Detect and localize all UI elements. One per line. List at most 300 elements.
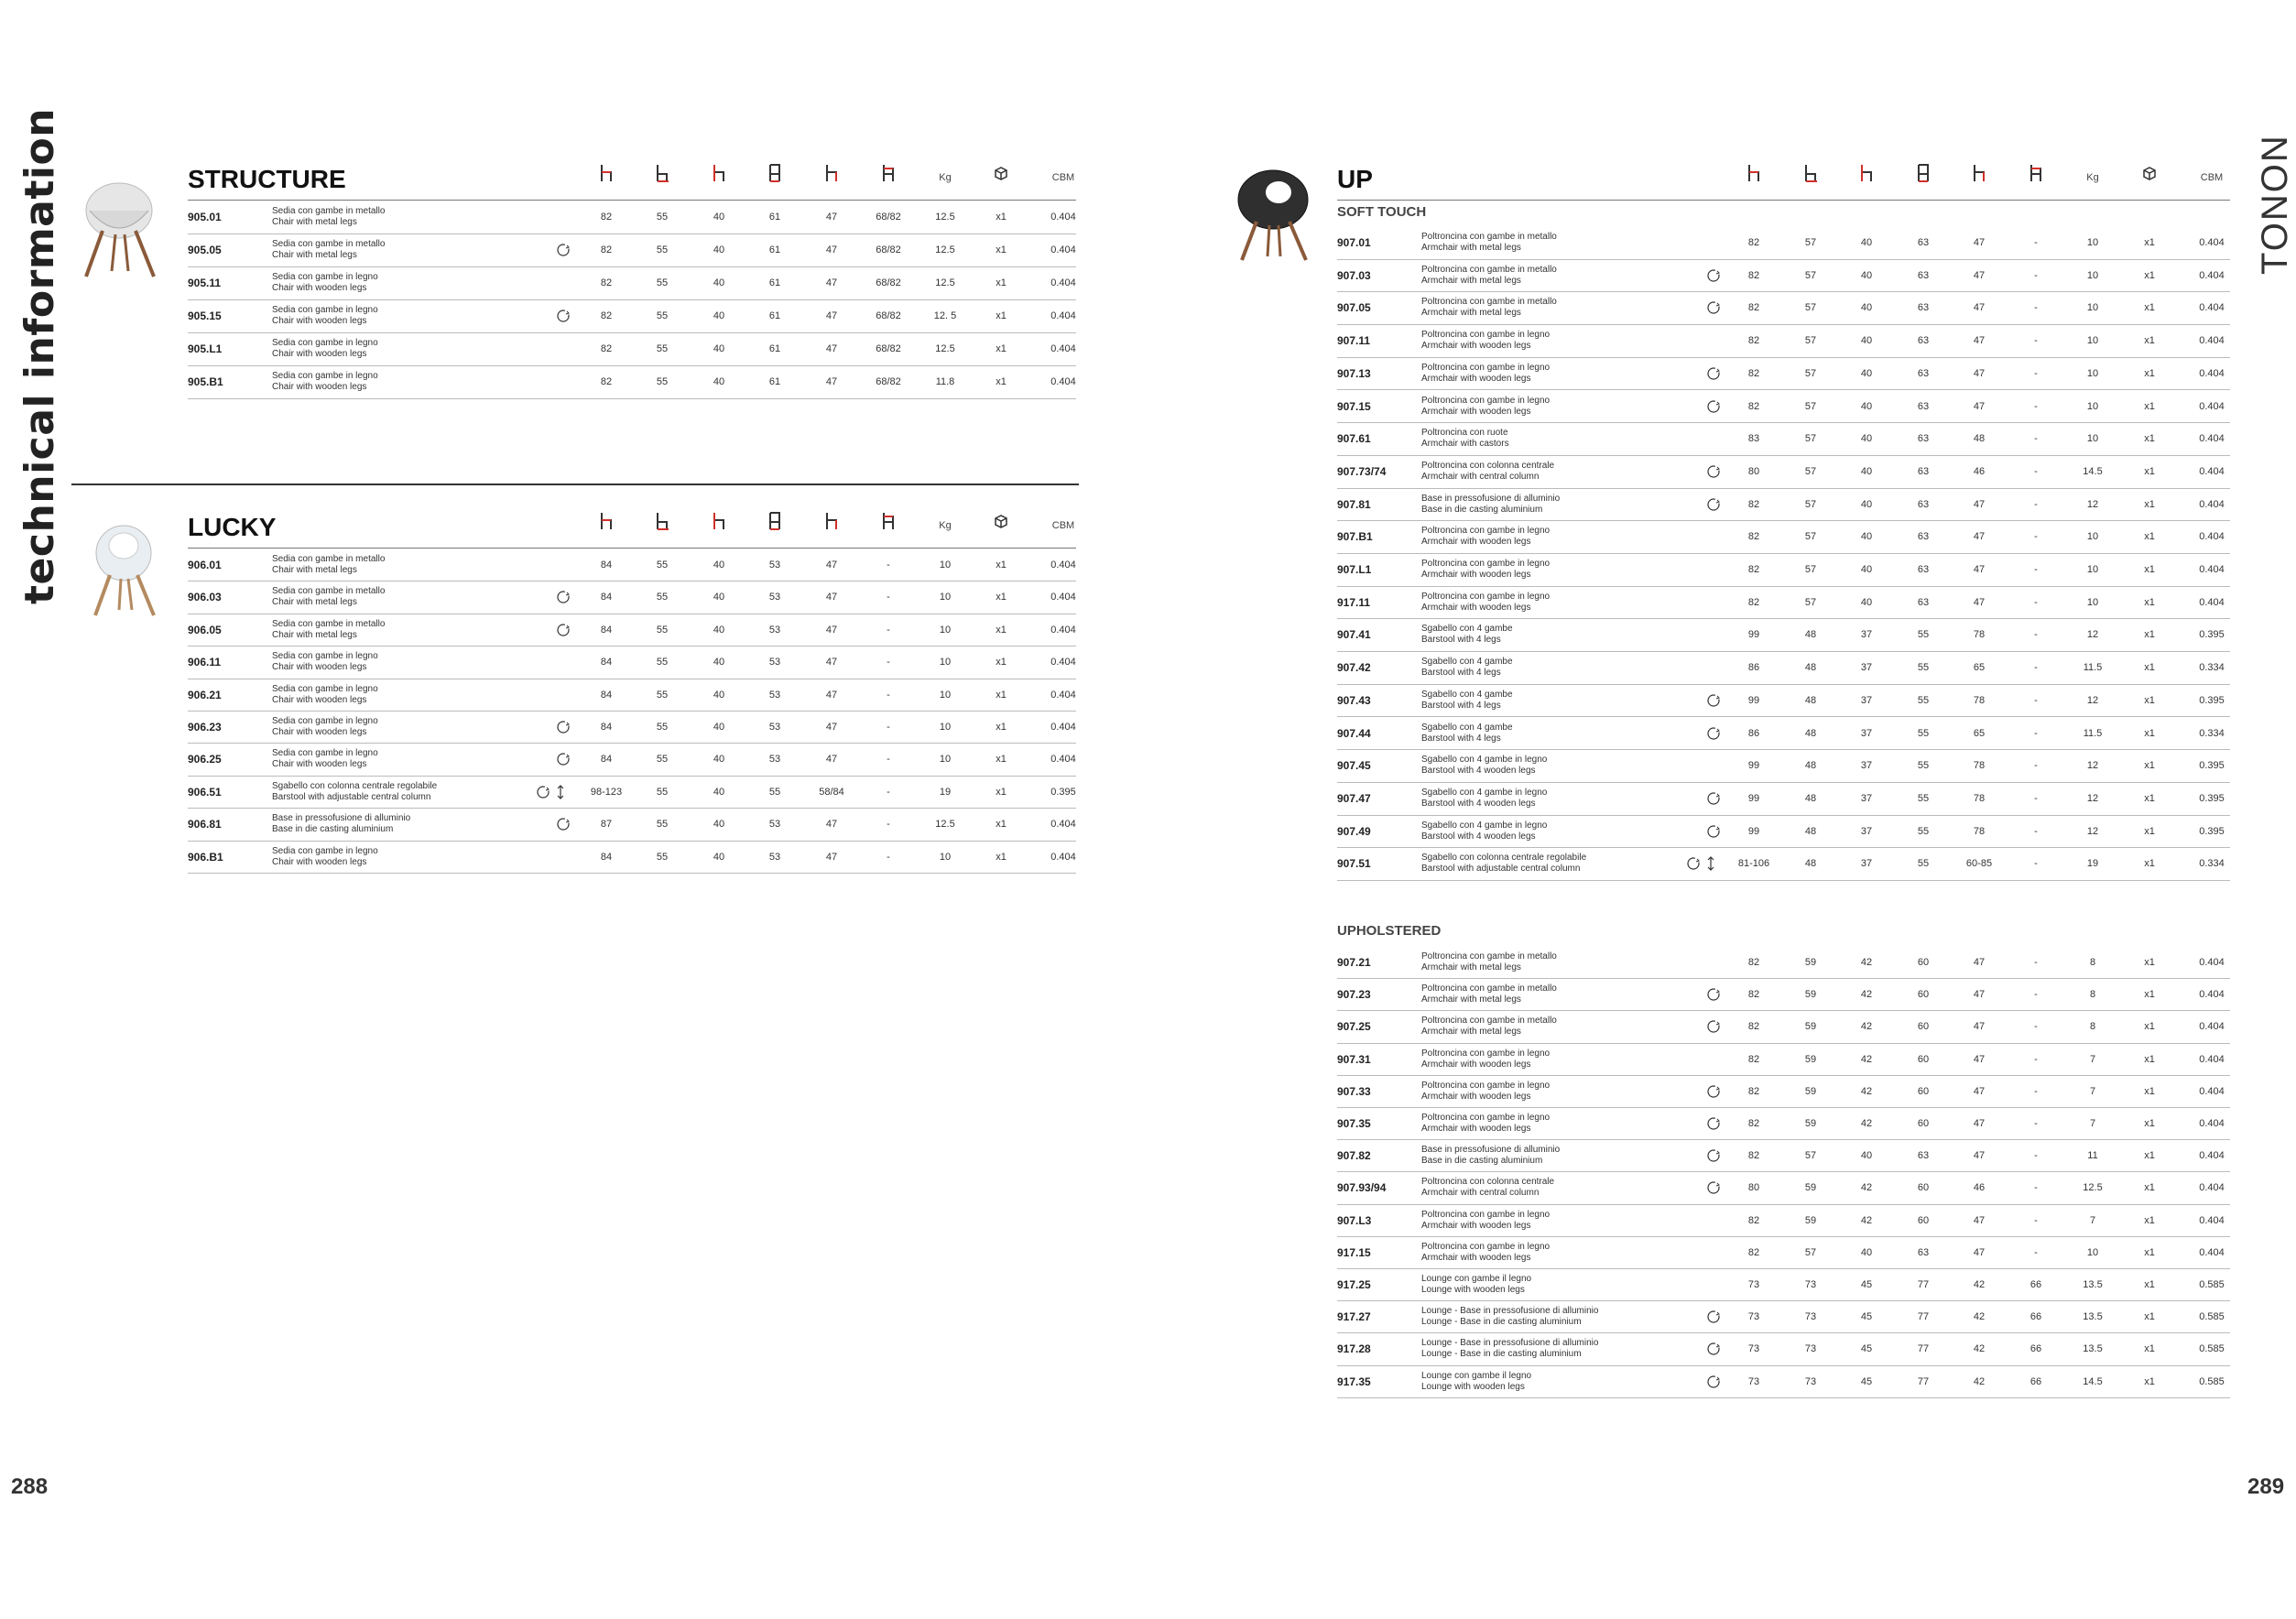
package-qty-value: x1 xyxy=(996,819,1007,831)
seat-depth-value: 73 xyxy=(1804,1343,1817,1355)
description-en: Chair with metal legs xyxy=(272,597,357,608)
total-height-value: 42 xyxy=(1973,1343,1986,1355)
seat-depth-value: 55 xyxy=(656,624,669,636)
width-value: 37 xyxy=(1860,662,1873,674)
description-en: Barstool with 4 legs xyxy=(1421,635,1501,646)
product-description xyxy=(1421,494,1560,516)
weight-value: 19 xyxy=(939,786,952,798)
swivel-icon xyxy=(536,785,554,805)
description-en: Armchair with wooden legs xyxy=(1421,406,1531,417)
seat-depth-value: 59 xyxy=(1804,1182,1817,1194)
description-en: Armchair with wooden legs xyxy=(1421,373,1531,384)
armrest-height-value: 68/82 xyxy=(876,244,901,255)
cbm-value: 0.404 xyxy=(2199,1182,2225,1194)
swivel-icon xyxy=(1706,1180,1725,1201)
package-qty-value: x1 xyxy=(2144,1118,2155,1129)
seat-height-value: 82 xyxy=(1747,1053,1760,1065)
description-it: Sgabello con colonna centrale regolabile xyxy=(1421,853,1587,864)
seat-height-value: 82 xyxy=(600,277,613,288)
description-it: Poltroncina con gambe in legno xyxy=(1421,362,1551,373)
table-row xyxy=(1337,1269,2230,1300)
package-qty-value: x1 xyxy=(996,786,1007,798)
armrest-height-value: - xyxy=(2034,465,2038,477)
package-qty-value: x1 xyxy=(2144,269,2155,281)
package-qty-value: x1 xyxy=(2144,400,2155,412)
seat-height-icon xyxy=(588,163,625,183)
description-en: Barstool with 4 legs xyxy=(1421,668,1501,679)
description-en: Armchair with metal legs xyxy=(1421,243,1521,253)
cbm-value: 0.585 xyxy=(2199,1279,2225,1290)
width-value: 40 xyxy=(1860,596,1873,608)
armrest-height-value: - xyxy=(2034,269,2038,281)
back-height-value: 55 xyxy=(1917,629,1930,641)
product-code: 907.73/74 xyxy=(1337,464,1387,478)
product-description xyxy=(1421,1081,1550,1103)
product-description xyxy=(1421,1274,1531,1296)
back-height-value: 61 xyxy=(768,212,781,223)
table-row xyxy=(1337,260,2230,291)
product-description xyxy=(272,239,385,261)
description-en: Chair with metal legs xyxy=(272,565,357,575)
description-it: Poltroncina con gambe in legno xyxy=(1421,1209,1551,1220)
total-height-value: 78 xyxy=(1973,694,1986,706)
back-height-value: 63 xyxy=(1917,302,1930,314)
description-it: Poltroncina con gambe in metallo xyxy=(1421,232,1557,242)
description-en: Chair with wooden legs xyxy=(272,349,367,359)
package-qty-value: x1 xyxy=(996,592,1007,603)
width-value: 40 xyxy=(1860,335,1873,347)
package-qty-value: x1 xyxy=(996,310,1007,321)
armrest-height-value: - xyxy=(2034,989,2038,1001)
armrest-height-value: - xyxy=(2034,1118,2038,1129)
product-description xyxy=(1421,723,1513,744)
seat-height-value: 80 xyxy=(1747,1182,1760,1194)
description-en: Lounge with wooden legs xyxy=(1421,1381,1525,1392)
weight-value: 13.5 xyxy=(2083,1279,2103,1290)
back-height-value: 60 xyxy=(1917,989,1930,1001)
weight-value: 19 xyxy=(2086,858,2099,870)
description-it: Sgabello con 4 gambe in legno xyxy=(1421,820,1548,831)
back-height-icon xyxy=(1905,163,1942,183)
product-code: 905.05 xyxy=(188,244,222,256)
total-height-value: 48 xyxy=(1973,433,1986,445)
swivel-icon xyxy=(556,243,574,263)
total-height-value: 47 xyxy=(1973,1053,1986,1065)
seat-depth-value: 55 xyxy=(656,310,669,321)
seat-height-value: 82 xyxy=(1747,1246,1760,1258)
product-description xyxy=(1421,330,1550,352)
product-code: 907.82 xyxy=(1337,1149,1371,1163)
description-en: Armchair with metal legs xyxy=(1421,962,1521,972)
product-description xyxy=(1421,951,1557,973)
description-it: Sgabello con 4 gambe in legno xyxy=(1421,787,1548,798)
product-description xyxy=(1421,1242,1550,1264)
product-code: 907.23 xyxy=(1337,988,1371,1002)
package-qty-value: x1 xyxy=(996,560,1007,570)
back-height-value: 61 xyxy=(768,277,781,288)
seat-height-value: 99 xyxy=(1747,792,1760,804)
description-it: Poltroncina con colonna centrale xyxy=(1421,1177,1555,1188)
total-height-value: 47 xyxy=(1973,1085,1986,1097)
total-height-value: 42 xyxy=(1973,1311,1986,1323)
product-code: 906.03 xyxy=(188,591,222,604)
description-it: Sedia con gambe in metallo xyxy=(272,554,386,564)
product-code: 905.11 xyxy=(188,277,222,289)
seat-depth-value: 57 xyxy=(1804,1150,1817,1162)
weight-value: 10 xyxy=(939,722,952,733)
total-height-value: 47 xyxy=(825,277,838,288)
width-value: 37 xyxy=(1860,629,1873,641)
width-value: 40 xyxy=(713,786,725,798)
seat-height-value: 84 xyxy=(600,592,613,603)
seat-depth-value: 57 xyxy=(1804,237,1817,248)
weight-value: 12 xyxy=(2086,498,2099,510)
seat-height-value: 82 xyxy=(1747,957,1760,968)
description-en: Base in die casting aluminium xyxy=(272,824,394,835)
product-code: 906.01 xyxy=(188,559,222,571)
total-height-value: 58/84 xyxy=(819,786,844,798)
package-qty-value: x1 xyxy=(2144,1182,2155,1194)
width-value: 37 xyxy=(1860,825,1873,837)
product-description xyxy=(272,651,378,673)
product-code: 906.23 xyxy=(188,721,222,733)
seat-depth-icon xyxy=(644,163,680,183)
total-height-value: 47 xyxy=(825,657,838,668)
seat-height-value: 81-106 xyxy=(1737,858,1770,870)
table-row xyxy=(1337,619,2230,650)
total-height-value: 47 xyxy=(825,212,838,223)
width-value: 40 xyxy=(1860,269,1873,281)
swivel-icon xyxy=(556,309,574,329)
sidebar-title: technical information xyxy=(16,107,63,604)
table-row xyxy=(188,549,1076,581)
width-value: 37 xyxy=(1860,694,1873,706)
product-code: 907.45 xyxy=(1337,759,1371,773)
armrest-height-value: - xyxy=(2034,1150,2038,1162)
width-value: 40 xyxy=(713,722,725,733)
table-row xyxy=(1337,587,2230,618)
product-code: 917.15 xyxy=(1337,1245,1371,1259)
width-value: 42 xyxy=(1860,1214,1873,1226)
back-height-value: 63 xyxy=(1917,400,1930,412)
table-row xyxy=(188,809,1076,840)
back-height-value: 63 xyxy=(1917,531,1930,543)
package-qty-value: x1 xyxy=(2144,1375,2155,1387)
total-height-value: 42 xyxy=(1973,1279,1986,1290)
table-row xyxy=(1337,783,2230,814)
back-height-value: 55 xyxy=(1917,694,1930,706)
armrest-height-value: - xyxy=(887,754,890,766)
back-height-value: 63 xyxy=(1917,433,1930,445)
product-description xyxy=(1421,1113,1550,1135)
seat-height-value: 82 xyxy=(600,244,613,255)
seat-depth-icon xyxy=(644,511,680,531)
seat-depth-value: 48 xyxy=(1804,792,1817,804)
description-it: Sedia con gambe in metallo xyxy=(272,586,386,597)
seat-height-value: 82 xyxy=(600,212,613,223)
back-height-value: 53 xyxy=(768,624,781,636)
description-it: Sgabello con colonna centrale regolabile xyxy=(272,780,438,791)
armrest-height-value: - xyxy=(2034,596,2038,608)
back-height-value: 63 xyxy=(1917,1150,1930,1162)
back-height-value: 60 xyxy=(1917,1085,1930,1097)
table-row xyxy=(1337,423,2230,454)
description-it: Sedia con gambe in legno xyxy=(272,272,378,282)
seat-depth-value: 55 xyxy=(656,376,669,387)
width-value: 40 xyxy=(713,592,725,603)
cbm-value: 0.395 xyxy=(2199,694,2225,706)
product-description xyxy=(1421,820,1547,842)
seat-depth-value: 55 xyxy=(656,689,669,701)
seat-depth-value: 73 xyxy=(1804,1311,1817,1323)
swivel-icon xyxy=(556,720,574,740)
description-en: Armchair with castors xyxy=(1421,439,1509,450)
cbm-label: CBM xyxy=(1051,172,1075,183)
seat-depth-value: 57 xyxy=(1804,302,1817,314)
description-en: Barstool with 4 wooden legs xyxy=(1421,831,1536,842)
swivel-icon xyxy=(1706,366,1725,386)
back-height-value: 63 xyxy=(1917,367,1930,379)
product-code: 917.25 xyxy=(1337,1278,1371,1291)
cbm-value: 0.334 xyxy=(2199,662,2225,674)
description-en: Barstool with 4 legs xyxy=(1421,700,1501,711)
swivel-icon xyxy=(1686,856,1704,876)
total-height-value: 47 xyxy=(825,560,838,570)
weight-value: 10 xyxy=(939,657,952,668)
width-value: 40 xyxy=(1860,433,1873,445)
width-value: 40 xyxy=(1860,531,1873,543)
product-description xyxy=(1421,428,1509,450)
description-it: Sgabello con 4 gambe in legno xyxy=(1421,755,1548,766)
table-row xyxy=(1337,1237,2230,1268)
product-description xyxy=(1421,526,1550,548)
armrest-height-value: - xyxy=(2034,957,2038,968)
weight-value: 10 xyxy=(2086,564,2099,575)
product-description xyxy=(1421,232,1557,254)
seat-height-value: 82 xyxy=(1747,1021,1760,1033)
back-height-value: 55 xyxy=(1917,662,1930,674)
total-height-value: 47 xyxy=(1973,498,1986,510)
description-en: Armchair with wooden legs xyxy=(1421,1252,1531,1263)
seat-depth-value: 48 xyxy=(1804,727,1817,739)
product-code: 907.51 xyxy=(1337,857,1371,871)
armrest-height-value: - xyxy=(2034,1246,2038,1258)
table-row xyxy=(1337,554,2230,585)
package-qty-value: x1 xyxy=(996,244,1007,255)
cbm-value: 0.404 xyxy=(1050,343,1076,354)
package-qty-value: x1 xyxy=(2144,367,2155,379)
swivel-icon xyxy=(1706,791,1725,811)
package-qty-value: x1 xyxy=(2144,1279,2155,1290)
total-height-value: 47 xyxy=(1973,531,1986,543)
armrest-height-value: - xyxy=(887,657,890,668)
seat-height-value: 73 xyxy=(1747,1279,1760,1290)
cbm-value: 0.395 xyxy=(2199,792,2225,804)
description-it: Sgabello con 4 gambe xyxy=(1421,624,1513,635)
product-code: 907.L1 xyxy=(1337,563,1372,576)
swivel-icon xyxy=(1706,1084,1725,1104)
total-height-value: 46 xyxy=(1973,1182,1986,1194)
back-height-value: 63 xyxy=(1917,596,1930,608)
cbm-value: 0.404 xyxy=(2199,1246,2225,1258)
description-en: Armchair with wooden legs xyxy=(1421,1059,1531,1070)
seat-height-value: 99 xyxy=(1747,629,1760,641)
total-height-value: 47 xyxy=(1973,564,1986,575)
package-qty-value: x1 xyxy=(996,722,1007,733)
armrest-height-value: - xyxy=(887,819,890,831)
table-row xyxy=(188,300,1076,331)
package-qty-value: x1 xyxy=(2144,335,2155,347)
cbm-value: 0.404 xyxy=(2199,400,2225,412)
package-qty-value: x1 xyxy=(2144,596,2155,608)
total-height-value: 47 xyxy=(825,310,838,321)
seat-height-value: 82 xyxy=(1747,596,1760,608)
swivel-icon xyxy=(556,817,574,837)
cbm-value: 0.585 xyxy=(2199,1343,2225,1355)
product-code: 907.L3 xyxy=(1337,1213,1372,1227)
seat-depth-icon xyxy=(1792,163,1829,183)
product-code: 917.11 xyxy=(1337,595,1371,609)
back-height-value: 53 xyxy=(768,851,781,863)
seat-height-value: 73 xyxy=(1747,1311,1760,1323)
total-height-value: 47 xyxy=(1973,957,1986,968)
back-height-value: 53 xyxy=(768,819,781,831)
description-en: Barstool with 4 wooden legs xyxy=(1421,798,1536,809)
package-qty-value: x1 xyxy=(996,212,1007,223)
weight-value: 12.5 xyxy=(935,343,955,354)
armrest-height-value: 66 xyxy=(2029,1311,2042,1323)
product-code: 905.15 xyxy=(188,310,222,322)
cbm-label: CBM xyxy=(2200,172,2224,183)
seat-depth-value: 57 xyxy=(1804,335,1817,347)
product-code: 907.49 xyxy=(1337,824,1371,838)
product-description xyxy=(1421,265,1557,287)
weight-value: 10 xyxy=(2086,269,2099,281)
total-height-value: 47 xyxy=(825,624,838,636)
product-code: 907.05 xyxy=(1337,301,1371,315)
weight-value: 12 xyxy=(2086,792,2099,804)
width-value: 40 xyxy=(713,560,725,570)
seat-depth-value: 55 xyxy=(656,786,669,798)
armrest-height-value: - xyxy=(2034,433,2038,445)
description-it: Poltroncina con gambe in metallo xyxy=(1421,297,1557,308)
swivel-icon xyxy=(1706,300,1725,321)
height-adjust-icon xyxy=(1706,855,1725,875)
weight-value: 12 xyxy=(2086,629,2099,641)
up-title: UP xyxy=(1337,165,1373,193)
total-height-value: 78 xyxy=(1973,760,1986,772)
package-qty-value: x1 xyxy=(2144,531,2155,543)
table-row xyxy=(1337,652,2230,683)
package-qty-value: x1 xyxy=(2144,237,2155,248)
package-qty-value: x1 xyxy=(996,851,1007,863)
swivel-icon xyxy=(556,590,574,610)
total-height-value: 47 xyxy=(825,722,838,733)
swivel-icon xyxy=(1706,987,1725,1007)
cbm-label: CBM xyxy=(1051,520,1075,531)
back-height-value: 77 xyxy=(1917,1311,1930,1323)
description-en: Barstool with adjustable central column xyxy=(1421,864,1581,875)
width-value: 40 xyxy=(713,343,725,354)
product-description xyxy=(272,586,385,608)
description-it: Poltroncina con colonna centrale xyxy=(1421,460,1555,471)
swivel-icon xyxy=(1706,1309,1725,1330)
weight-value: 10 xyxy=(2086,1246,2099,1258)
armrest-height-value: 68/82 xyxy=(876,310,901,321)
soft-touch-title: SOFT TOUCH xyxy=(1337,204,1427,220)
table-row xyxy=(1337,1205,2230,1236)
total-height-value: 47 xyxy=(1973,1118,1986,1129)
armrest-height-value: - xyxy=(2034,400,2038,412)
seat-depth-value: 57 xyxy=(1804,465,1817,477)
cbm-value: 0.404 xyxy=(2199,989,2225,1001)
product-description xyxy=(1421,788,1547,810)
back-height-value: 60 xyxy=(1917,1053,1930,1065)
seat-height-value: 82 xyxy=(1747,1214,1760,1226)
seat-depth-value: 48 xyxy=(1804,629,1817,641)
weight-kg-label: Kg xyxy=(939,520,952,531)
cbm-value: 0.404 xyxy=(2199,269,2225,281)
armrest-height-value: - xyxy=(887,624,890,636)
armrest-height-value: 68/82 xyxy=(876,376,901,387)
product-code: 907.47 xyxy=(1337,791,1371,805)
swivel-icon xyxy=(556,752,574,772)
description-en: Chair with metal legs xyxy=(272,250,357,260)
package-qty-value: x1 xyxy=(2144,1214,2155,1226)
lucky-chair-image xyxy=(82,518,165,621)
armrest-height-value: - xyxy=(2034,1021,2038,1033)
table-row xyxy=(1337,1333,2230,1364)
seat-height-value: 82 xyxy=(1747,367,1760,379)
armrest-height-value: - xyxy=(2034,367,2038,379)
total-height-value: 47 xyxy=(1973,1214,1986,1226)
weight-value: 10 xyxy=(2086,531,2099,543)
width-value: 40 xyxy=(713,376,725,387)
armrest-height-value: - xyxy=(2034,694,2038,706)
seat-height-value: 84 xyxy=(600,722,613,733)
package-qty-value: x1 xyxy=(996,343,1007,354)
package-qty-value: x1 xyxy=(2144,465,2155,477)
product-code: 907.41 xyxy=(1337,628,1371,642)
swivel-icon xyxy=(1706,1148,1725,1168)
weight-value: 10 xyxy=(2086,367,2099,379)
description-en: Lounge - Base in die casting aluminium xyxy=(1421,1349,1582,1360)
weight-value: 7 xyxy=(2089,1214,2096,1226)
table-row xyxy=(188,647,1076,678)
cbm-value: 0.404 xyxy=(2199,596,2225,608)
back-height-value: 61 xyxy=(768,244,781,255)
product-description xyxy=(1421,559,1550,581)
swivel-icon xyxy=(1706,1375,1725,1395)
seat-depth-value: 55 xyxy=(656,560,669,570)
swivel-icon xyxy=(556,623,574,643)
product-description xyxy=(1421,657,1513,679)
width-value: 40 xyxy=(1860,302,1873,314)
seat-depth-value: 55 xyxy=(656,657,669,668)
width-value: 40 xyxy=(713,277,725,288)
armrest-height-value: 66 xyxy=(2029,1279,2042,1290)
description-it: Poltroncina con gambe in legno xyxy=(1421,395,1551,406)
seat-depth-value: 55 xyxy=(656,212,669,223)
description-en: Barstool with adjustable central column xyxy=(272,791,431,802)
product-description xyxy=(272,206,385,228)
armrest-height-value: - xyxy=(2034,760,2038,772)
description-it: Poltroncina con gambe in legno xyxy=(1421,1241,1551,1252)
cbm-value: 0.404 xyxy=(1050,819,1076,831)
page-number-right: 289 xyxy=(2247,1474,2285,1499)
description-en: Armchair with wooden legs xyxy=(1421,537,1531,548)
package-qty-value: x1 xyxy=(2144,629,2155,641)
